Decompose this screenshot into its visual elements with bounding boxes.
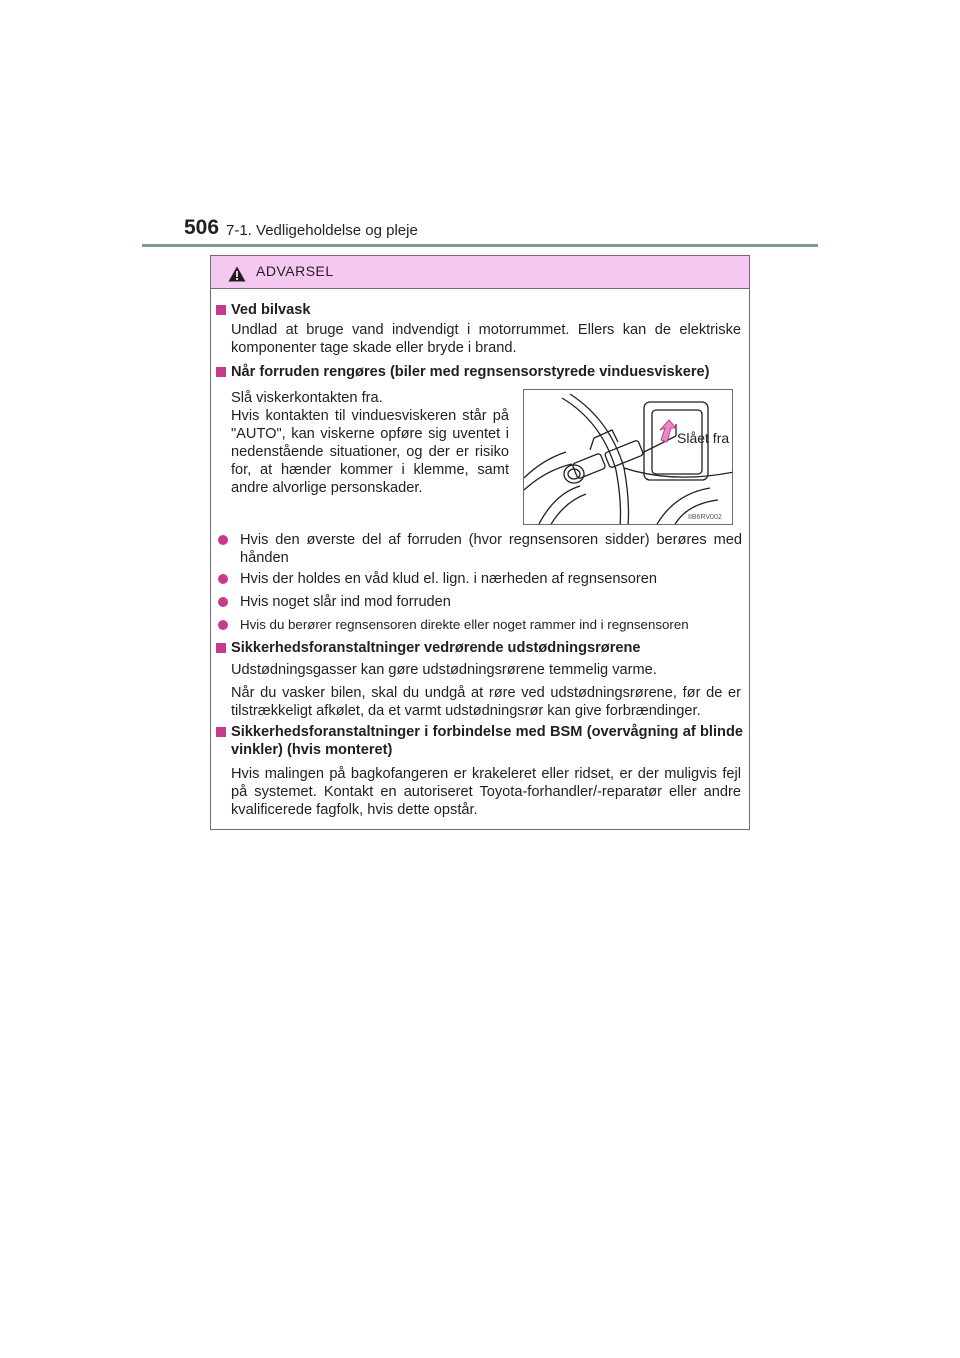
bsm-paragraph: Hvis malingen på bagkofangeren er krakeleret eller ridset, er der muligvis fejl på systemet. Kontakt en autoriseret Toyota-forhandler/-reparatør eller andre kvalificerede fagfolk, hvis dette opstår.	[231, 766, 741, 818]
bullet-dot	[218, 597, 228, 607]
header-rule	[142, 244, 818, 247]
forrude-paragraph-1: Slå viskerkontakten fra.	[231, 390, 383, 406]
section-marker	[216, 643, 226, 653]
section-heading-bilvask: Ved bilvask	[231, 302, 311, 318]
section-text-bilvask: Undlad at bruge vand indvendigt i motorrummet. Ellers kan de elektriske komponenter tage skade eller bryde i brand.	[231, 322, 741, 356]
section-marker	[216, 367, 226, 377]
figure-label-off: Slået fra	[677, 430, 730, 446]
section-title: 7-1. Vedligeholdelse og pleje	[226, 222, 418, 239]
wiper-switch-figure	[523, 389, 733, 525]
section-marker	[216, 305, 226, 315]
warning-header	[211, 256, 749, 289]
warning-label: ADVARSEL	[256, 263, 334, 279]
page-header	[142, 214, 818, 248]
bullet-dot	[218, 574, 228, 584]
bullet-item: Hvis du berører regnsensoren direkte eller noget rammer ind i regnsensoren	[240, 617, 689, 632]
section-heading-udstodning: Sikkerhedsforanstaltninger vedrørende udstødningsrørene	[231, 640, 641, 656]
bullet-item: Hvis noget slår ind mod forruden	[240, 594, 451, 610]
bullet-dot	[218, 620, 228, 630]
page-number: 506	[184, 216, 220, 239]
forrude-paragraph-2: Hvis kontakten til vinduesviskeren står på "AUTO", kan viskerne opføre sig uventet i nedenstående situationer, og der er risiko for, at hænder kommer i klemme, samt andre alvorlige personskader.	[231, 408, 509, 496]
bullet-item: Hvis der holdes en våd klud el. lign. i nærheden af regnsensoren	[240, 571, 657, 587]
section-marker	[216, 727, 226, 737]
warning-box	[210, 255, 750, 830]
bullet-dot	[218, 535, 228, 545]
section-heading-forrude: Når forruden rengøres (biler med regnsensorstyrede vinduesviskere)	[231, 364, 710, 380]
warning-triangle-icon	[228, 266, 246, 282]
udstodning-paragraph-1: Udstødningsgasser kan gøre udstødningsrørene temmelig varme.	[231, 662, 657, 678]
figure-code: IIB6RV002	[688, 514, 722, 521]
section-heading-bsm: Sikkerhedsforanstaltninger i forbindelse med BSM (overvågning af blinde vinkler) (hvis monteret)	[231, 724, 743, 758]
wiper-switch-illustration	[524, 390, 733, 525]
bullet-item: Hvis den øverste del af forruden (hvor regnsensoren sidder) berøres med hånden	[240, 532, 742, 566]
udstodning-paragraph-2: Når du vasker bilen, skal du undgå at røre ved udstødningsrørene, før de er tilstrækkeligt afkølet, da et varmt udstødningsrør kan give forbrændinger.	[231, 685, 741, 719]
